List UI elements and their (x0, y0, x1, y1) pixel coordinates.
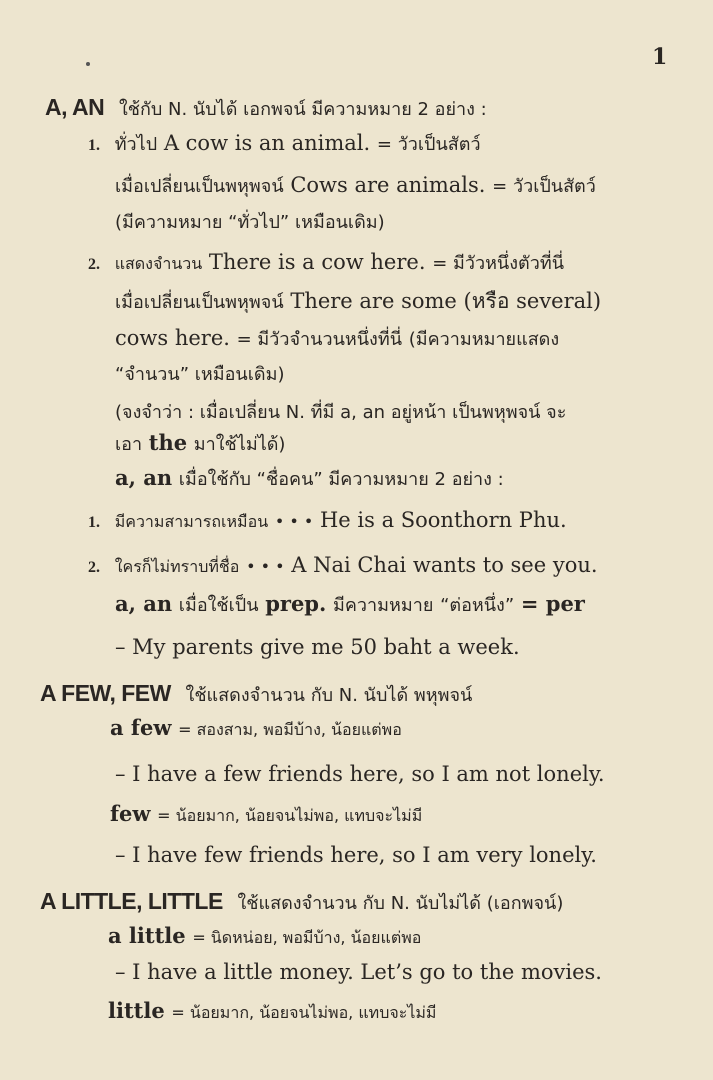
thai-meaning: = น้อยมาก, น้อยจนไม่พอ, แทบจะไม่มี (157, 806, 423, 825)
example-line (115, 761, 605, 787)
thai-translation: = วัวเป็นสัตว์ (376, 134, 481, 155)
ellipsis-dots: • • • (246, 557, 285, 576)
english-example: – My parents give me 50 baht a week. (115, 635, 520, 659)
thai-text: มีความหมาย (333, 595, 434, 616)
section-heading: A, AN (45, 94, 105, 120)
keyword: a, an (115, 465, 173, 490)
english-example: – I have a few friends here, so I am not lonely. (115, 762, 605, 786)
keyword: few (110, 801, 151, 826)
thai-label: มีความสามารถเหมือน (114, 512, 269, 531)
thai-text: เมื่อเปลี่ยนเป็นพหุพจน์ (115, 292, 284, 313)
subsection-line (115, 465, 504, 493)
text-line (115, 208, 385, 236)
example-line (115, 842, 597, 868)
example-line (115, 959, 602, 985)
text-line (115, 430, 285, 458)
list-item (88, 249, 564, 278)
thai-meaning: = นิดหน่อย, พอมีบ้าง, น้อยแต่พอ (192, 928, 422, 947)
page-number: 1 (652, 44, 668, 70)
thai-label: ใครก็ไม่ทราบที่ชื่อ (114, 557, 240, 576)
item-number: 1. (88, 514, 100, 531)
english-example: – I have few friends here, so I am very lonely. (115, 843, 597, 867)
english-example: He is a Soonthorn Phu. (319, 508, 567, 532)
thai-meaning: = น้อยมาก, น้อยจนไม่พอ, แทบจะไม่มี (171, 1003, 437, 1022)
thai-note: (มีความหมาย “ทั่วไป” เหมือนเดิม) (115, 212, 385, 233)
thai-text: เมื่อใช้กับ “ชื่อคน” มีความหมาย 2 อย่าง : (178, 469, 504, 490)
section-intro: ใช้แสดงจำนวน กับ N. นับไม่ได้ (เอกพจน์) (237, 893, 564, 914)
list-item (88, 552, 598, 581)
item-number: 2. (88, 559, 100, 576)
keyword: a little (108, 923, 186, 948)
section-heading: A LITTLE, LITTLE (40, 888, 223, 914)
text-line (115, 288, 601, 316)
english-example: Cows are animals. (290, 173, 486, 197)
section-a-an-heading-line (45, 94, 487, 123)
thai-note: (มีความหมายแสดง (408, 329, 560, 350)
keyword: a few (110, 715, 172, 740)
list-item (88, 507, 567, 536)
english-example: – I have a little money. Let’s go to the movies. (115, 960, 602, 984)
definition-line (108, 923, 421, 951)
text-line (115, 398, 566, 426)
keyword: a, an (115, 591, 173, 616)
keyword: prep. (265, 591, 327, 616)
thai-text: “ต่อหนึ่ง” (440, 595, 515, 616)
ink-speck (86, 62, 90, 66)
english-example: There is a cow here. (208, 250, 426, 274)
thai-text: เมื่อเปลี่ยนเป็นพหุพจน์ (115, 176, 284, 197)
definition-line (110, 715, 402, 743)
thai-label: ทั่วไป (114, 134, 158, 155)
example-line (115, 634, 520, 660)
thai-text: เมื่อใช้เป็น (178, 595, 259, 616)
section-a-few-heading-line (40, 680, 472, 709)
thai-text: มาใช้ไม่ได้) (193, 434, 286, 455)
english-example: A Nai Chai wants to see you. (291, 553, 598, 577)
english-example: cows here. (115, 326, 230, 350)
section-intro: ใช้แสดงจำนวน กับ N. นับได้ พหุพจน์ (185, 685, 473, 706)
thai-note: “จำนวน” เหมือนเดิม) (115, 364, 285, 385)
text-line (115, 325, 559, 353)
text-line (115, 360, 284, 388)
thai-translation: = มีวัวหนึ่งตัวที่นี่ (432, 253, 564, 274)
subsection-line (115, 591, 585, 619)
ellipsis-dots: • • • (274, 512, 314, 531)
definition-line (108, 998, 436, 1026)
section-a-little-heading-line (40, 888, 563, 917)
thai-translation: = วัวเป็นสัตว์ (492, 176, 596, 197)
english-word: the (148, 430, 188, 455)
thai-meaning: = สองสาม, พอมีบ้าง, น้อยแต่พอ (178, 720, 402, 739)
remember-note: (จงจำว่า : เมื่อเปลี่ยน N. ที่มี a, an อยู่หน้า เป็นพหุพจน์ จะ (115, 402, 567, 423)
keyword: little (108, 998, 165, 1023)
thai-translation: = มีวัวจำนวนหนึ่งที่นี่ (236, 329, 403, 350)
item-number: 2. (88, 256, 100, 273)
english-example: A cow is an animal. (163, 131, 371, 155)
section-heading: A FEW, FEW (40, 680, 171, 706)
thai-text: เอา (115, 434, 143, 455)
list-item (88, 130, 481, 159)
item-number: 1. (88, 137, 100, 154)
definition-line (110, 801, 422, 829)
thai-label: แสดงจำนวน (114, 254, 203, 273)
text-line (115, 172, 596, 200)
equivalent: = per (520, 591, 585, 616)
english-example: There are some (หรือ several) (290, 289, 602, 313)
section-intro: ใช้กับ N. นับได้ เอกพจน์ มีความหมาย 2 อย่าง : (118, 99, 487, 120)
